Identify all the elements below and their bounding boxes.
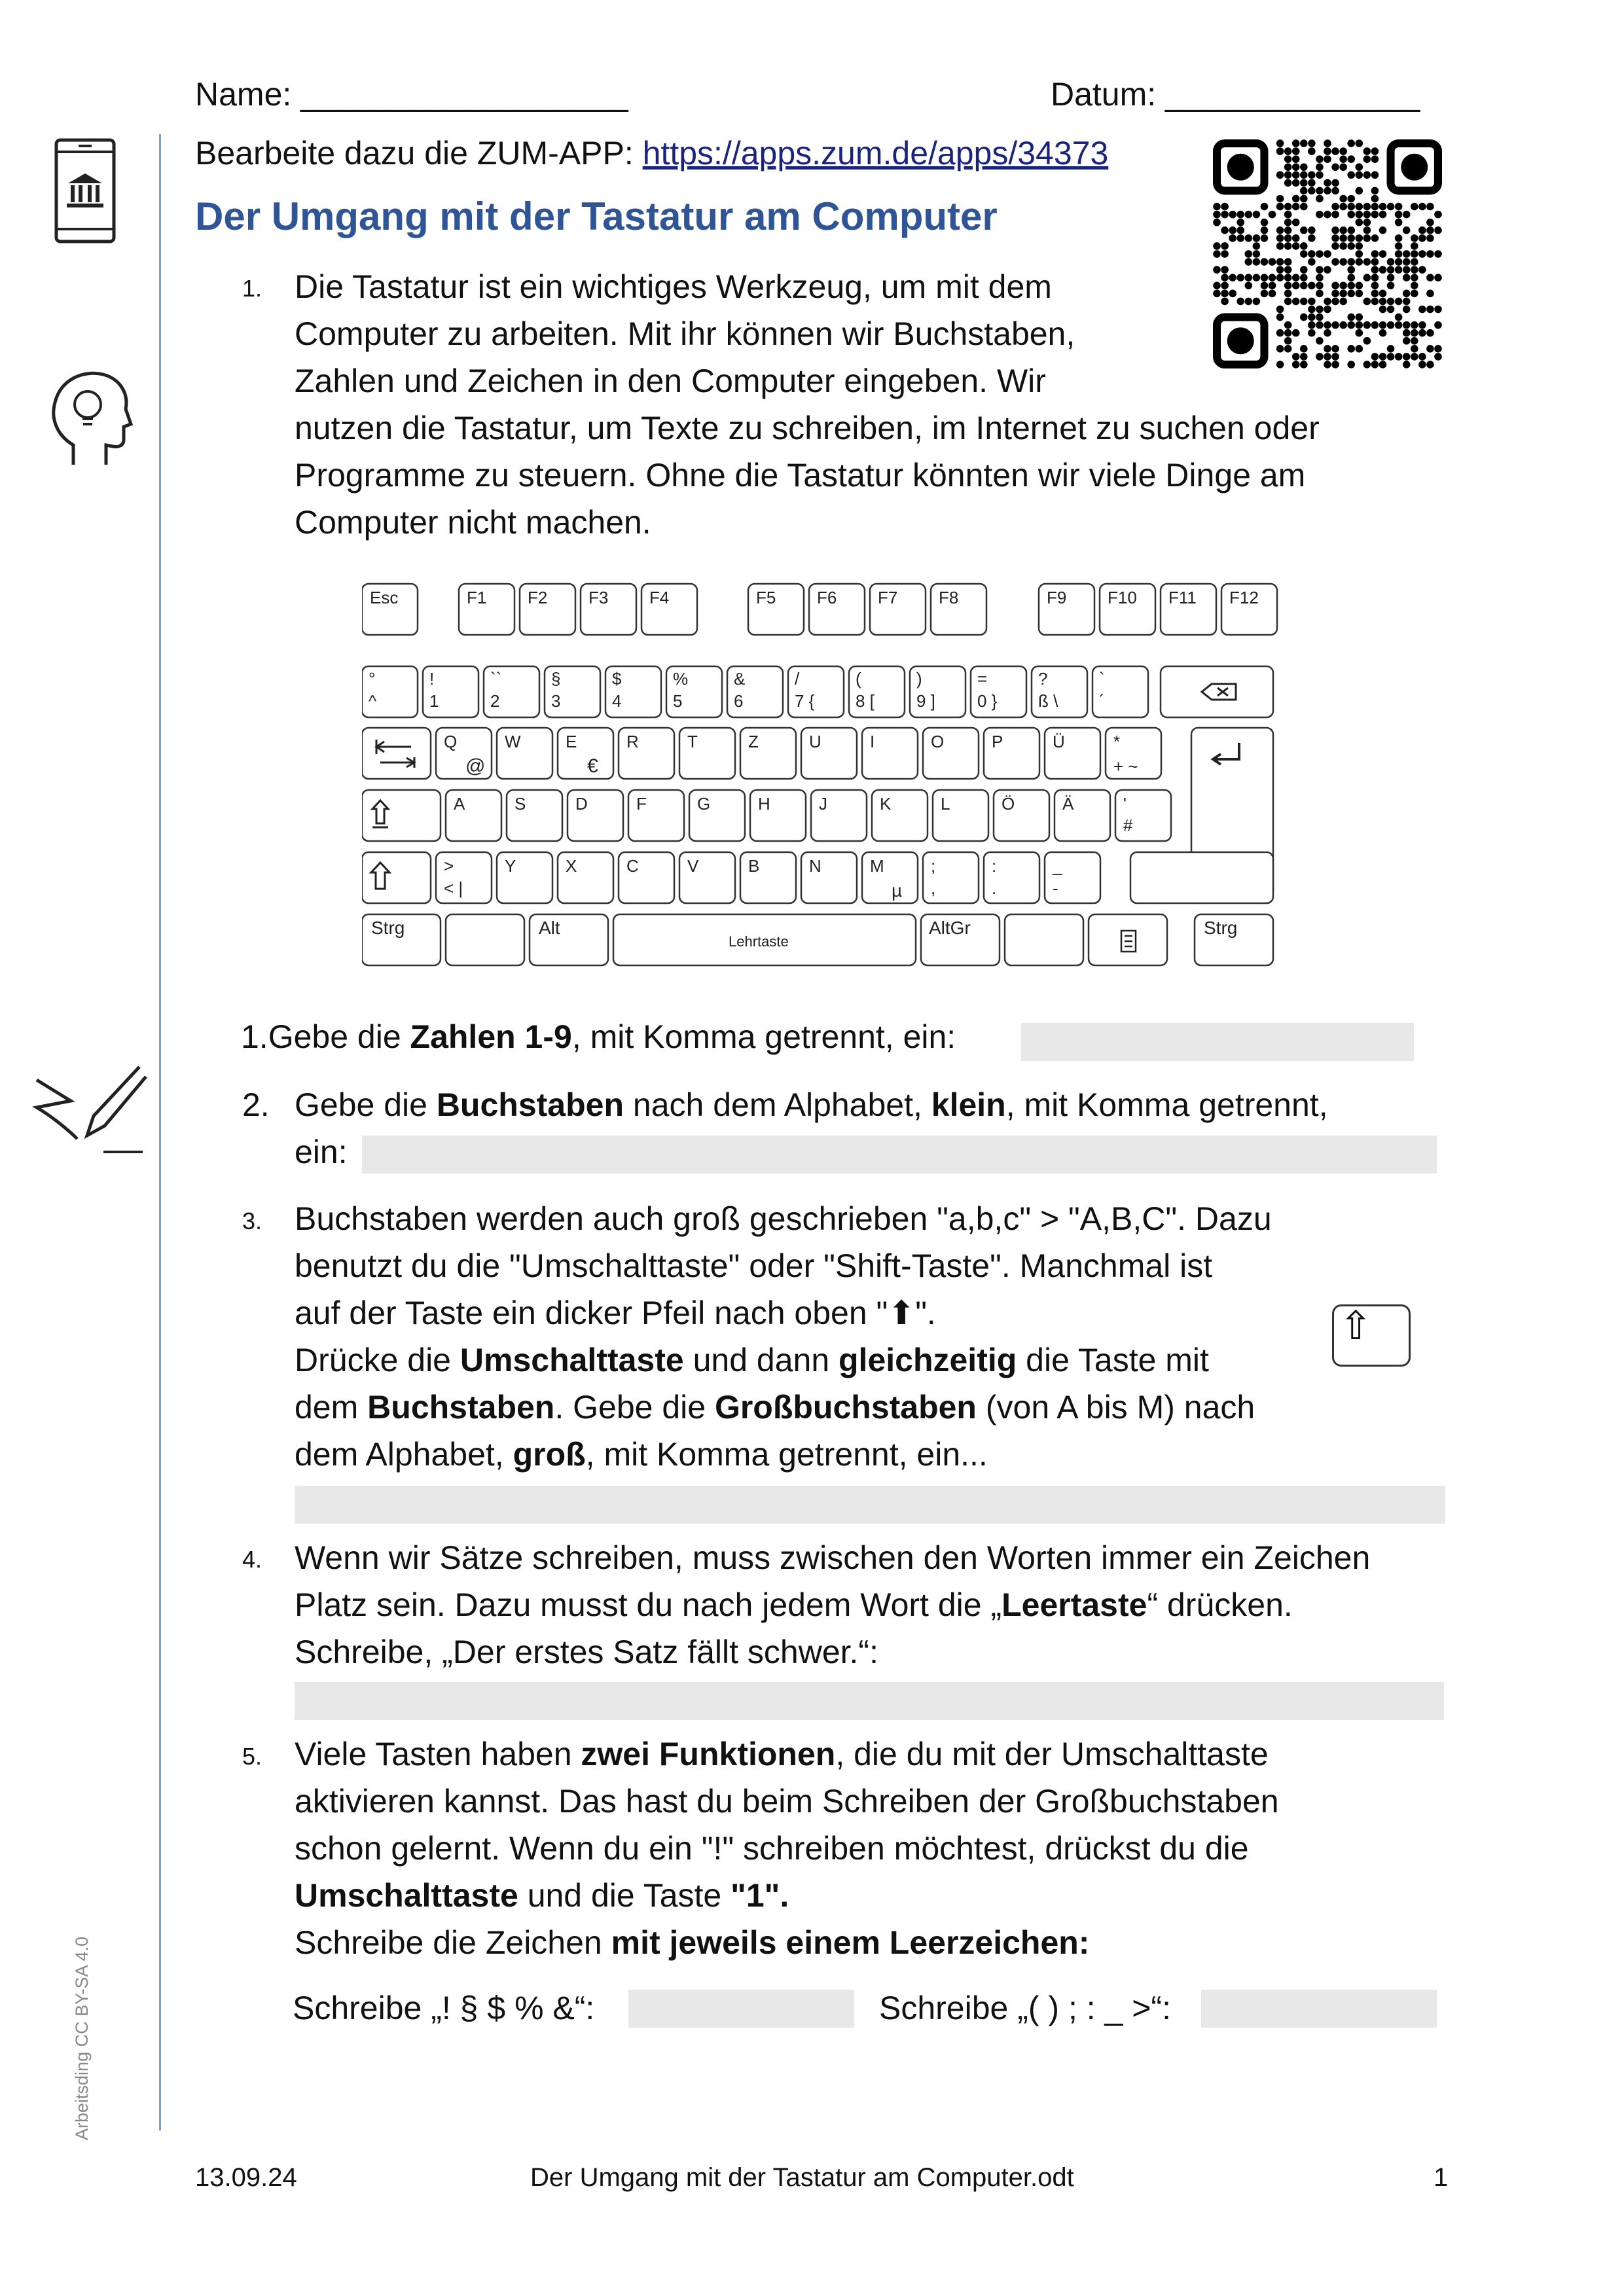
key-f4 — [641, 584, 697, 635]
key-number-row — [666, 666, 722, 717]
task-5-number: 5. — [242, 1743, 262, 1770]
smartphone-museum-icon — [54, 137, 119, 249]
key-punct — [984, 852, 1039, 903]
key-label: > — [444, 856, 454, 876]
key-label: µ — [892, 880, 903, 901]
key-letter — [568, 790, 623, 841]
key-letter — [933, 790, 988, 841]
answer-field-task-5a[interactable] — [628, 1990, 854, 2028]
key-number-row — [545, 666, 600, 717]
key-label: F2 — [528, 588, 548, 607]
key-label: % — [673, 669, 689, 689]
key-label: - — [1053, 878, 1058, 898]
footer-page-number: 1 — [1434, 2163, 1449, 2192]
key-label: 3 — [551, 691, 561, 711]
key-label: ? — [1038, 669, 1048, 689]
key-number-row — [727, 666, 783, 717]
answer-field-task-1[interactable] — [1021, 1023, 1414, 1061]
key-label: 9 ] — [916, 691, 935, 711]
task-1-number: 1. — [241, 1018, 268, 1055]
task-3-number: 3. — [242, 1208, 262, 1234]
key-label: ß \ — [1038, 691, 1058, 711]
key-label: `` — [490, 669, 502, 689]
key-letter — [862, 728, 918, 779]
key-number-row — [910, 666, 965, 717]
key-f7 — [870, 584, 926, 635]
intro-line: Computer nicht machen. — [295, 504, 651, 541]
key-letter — [497, 728, 552, 779]
date-field-label: Datum: ______________ — [1051, 76, 1420, 113]
key-label: @ — [465, 755, 486, 777]
key-space — [613, 914, 916, 965]
key-f8 — [931, 584, 986, 635]
write-prompt-1: Schreibe „! § $ % &“: — [293, 1990, 595, 2026]
key-letter — [811, 790, 867, 841]
key-number-row — [362, 666, 418, 717]
key-label: , — [931, 878, 936, 898]
key-label: = — [977, 669, 988, 689]
key-shift-right — [1130, 852, 1273, 903]
key-label: Lehrtaste — [729, 933, 789, 950]
key-tab — [362, 728, 431, 779]
key-label: : — [992, 856, 997, 876]
key-number-row — [1032, 666, 1087, 717]
key-letter — [923, 728, 979, 779]
key-label: F5 — [756, 588, 776, 607]
key-label: AltGr — [929, 918, 971, 938]
key-label: + ~ — [1113, 757, 1138, 776]
key-label: # — [1123, 816, 1133, 835]
key-label: 2 — [490, 691, 500, 711]
key-label: T — [687, 732, 698, 751]
key-label: J — [819, 794, 827, 814]
key-label: 1 — [429, 691, 439, 711]
keyboard-illustration — [362, 576, 1278, 972]
key-label: A — [454, 794, 465, 814]
key-label: F8 — [939, 588, 959, 607]
key-f10 — [1100, 584, 1155, 635]
key-letter — [679, 852, 735, 903]
write-prompt-2: Schreibe „( ) ; : _ >“: — [879, 1990, 1171, 2026]
key-label: ^ — [369, 691, 377, 711]
key-label: F11 — [1168, 588, 1197, 607]
key-letter — [628, 790, 684, 841]
key-number-row — [971, 666, 1026, 717]
key-letter — [1045, 728, 1100, 779]
key-windows — [446, 914, 524, 965]
key-letter — [740, 852, 796, 903]
key-letter — [1055, 790, 1110, 841]
key-letter — [507, 790, 562, 841]
key-punct — [1045, 852, 1100, 903]
app-link[interactable]: https://apps.zum.de/apps/34373 — [642, 135, 1109, 171]
key-plus — [1106, 728, 1161, 779]
task-2: Gebe die Buchstaben nach dem Alphabet, klein, mit Komma getrennt, ein: — [295, 1086, 1328, 1170]
app-line — [195, 130, 1108, 177]
key-label: ' — [1123, 794, 1127, 814]
key-label: R — [626, 732, 639, 751]
key-letter — [497, 852, 552, 903]
key-label: . — [992, 878, 997, 898]
key-label: $ — [612, 669, 622, 689]
key-label: 8 [ — [856, 691, 875, 711]
task-2-number: 2. — [242, 1086, 270, 1123]
intro-number: 1. — [242, 275, 262, 302]
pen-writing-icon — [31, 1060, 149, 1162]
key-backspace — [1161, 666, 1273, 717]
key-number-row — [423, 666, 478, 717]
key-label: 0 } — [977, 691, 998, 711]
key-label: M — [870, 856, 884, 876]
key-number-row — [484, 666, 539, 717]
key-label: ° — [369, 669, 376, 689]
key-label: Ä — [1062, 794, 1074, 814]
key-label: € — [587, 755, 598, 777]
key-shift-left — [362, 852, 431, 903]
footer-date: 13.09.24 — [195, 2163, 297, 2192]
key-letter — [558, 728, 613, 779]
key-label: Z — [748, 732, 759, 751]
key-label: Esc — [370, 588, 399, 607]
key-letter — [801, 852, 857, 903]
license-note: Arbeitsding CC BY-SA 4.0 — [72, 1936, 92, 2140]
margin-divider — [159, 134, 161, 2130]
key-altgr — [921, 914, 1000, 965]
key-caps-lock — [362, 790, 441, 841]
key-letter — [619, 728, 674, 779]
key-letter — [689, 790, 745, 841]
key-label: F10 — [1108, 588, 1137, 607]
page-title: Der Umgang mit der Tastatur am Computer — [195, 194, 998, 238]
key-ctrl-left — [362, 914, 441, 965]
key-letter — [750, 790, 806, 841]
key-label: ` — [1099, 669, 1105, 689]
key-number-row — [788, 666, 844, 717]
key-windows-right — [1005, 914, 1083, 965]
key-label: L — [941, 794, 950, 814]
key-label: Strg — [371, 918, 405, 938]
key-number-row — [1092, 666, 1148, 717]
key-label: 4 — [612, 691, 622, 711]
answer-field-task-4[interactable] — [295, 1682, 1444, 1720]
key-label: ! — [429, 669, 435, 689]
key-number-row — [849, 666, 905, 717]
key-hash — [1115, 790, 1171, 841]
key-label: S — [514, 794, 526, 814]
answer-field-task-5b[interactable] — [1201, 1990, 1437, 2028]
answer-field-task-3[interactable] — [295, 1486, 1445, 1524]
key-f1 — [459, 584, 514, 635]
key-angle — [436, 852, 492, 903]
key-f6 — [809, 584, 865, 635]
app-line-prefix: Bearbeite dazu die ZUM-APP: — [195, 135, 643, 171]
footer-filename: Der Umgang mit der Tastatur am Computer.odt — [530, 2163, 1074, 2192]
key-label: F9 — [1047, 588, 1067, 607]
key-label: O — [931, 732, 945, 751]
key-label: Q — [444, 732, 458, 751]
key-label: C — [626, 856, 639, 876]
key-esc — [362, 584, 418, 635]
intro-line: Programme zu steuern. Ohne die Tastatur könnten wir viele Dinge am — [295, 457, 1306, 493]
key-f2 — [520, 584, 575, 635]
key-label: B — [748, 856, 760, 876]
key-label: F7 — [878, 588, 898, 607]
key-label: Strg — [1204, 918, 1238, 938]
key-letter — [801, 728, 857, 779]
key-number-row — [605, 666, 661, 717]
key-label: Ö — [1001, 794, 1015, 814]
key-label: ; — [931, 856, 936, 876]
key-letter — [679, 728, 735, 779]
key-label: E — [566, 732, 577, 751]
intro-line: Computer zu arbeiten. Mit ihr können wir Buchstaben, — [295, 315, 1075, 352]
key-label: ) — [916, 669, 922, 689]
key-label: Ü — [1053, 732, 1065, 751]
key-label: Y — [505, 856, 516, 876]
key-label: F4 — [649, 588, 670, 607]
key-label: K — [880, 794, 892, 814]
key-f3 — [581, 584, 636, 635]
name-field-label: Name: __________________ — [195, 76, 628, 113]
key-label: P — [992, 732, 1003, 751]
key-label: V — [687, 856, 699, 876]
key-letter — [872, 790, 928, 841]
key-label: W — [505, 732, 521, 751]
key-label: F3 — [588, 588, 609, 607]
task-5: Viele Tasten haben zwei Funktionen, die du mit der Umschalttaste aktivieren kannst. Das hast du beim Schreiben der Großbuchstaben schon gelernt. Wenn du ein "!" schreiben möchtest, drückst du die Umschalttaste und die Taste "1". Schreibe die Zeichen mit jeweils einem Leerzeichen: — [295, 1736, 1279, 1961]
key-label: Alt — [539, 918, 560, 938]
answer-field-task-2[interactable] — [362, 1136, 1437, 1174]
intro-line: Die Tastatur ist ein wichtiges Werkzeug, um mit dem — [295, 268, 1052, 305]
key-letter — [994, 790, 1049, 841]
key-label: ( — [856, 669, 861, 689]
intro-line: Zahlen und Zeichen in den Computer eingeben. Wir — [295, 363, 1046, 399]
key-label: I — [870, 732, 875, 751]
key-ctrl-right — [1195, 914, 1273, 965]
task-1: 1.Gebe die Zahlen 1-9, mit Komma getrennt, ein: — [241, 1018, 956, 1055]
key-label: F — [636, 794, 647, 814]
key-label: < | — [444, 878, 463, 898]
key-label: & — [734, 669, 746, 689]
key-label: § — [551, 669, 561, 689]
task-4-number: 4. — [242, 1546, 262, 1573]
key-label: 6 — [734, 691, 744, 711]
key-letter — [558, 852, 613, 903]
head-lightbulb-icon — [47, 367, 135, 471]
key-letter — [740, 728, 796, 779]
key-letter — [984, 728, 1039, 779]
key-label: F6 — [817, 588, 837, 607]
task-4: Wenn wir Sätze schreiben, muss zwischen den Worten immer ein Zeichen Platz sein. Dazu musst du nach jedem Wort die „Leertaste“ drücken. Schreibe, „Der erstes Satz fällt schwer.“: — [295, 1539, 1371, 1670]
key-f12 — [1221, 584, 1277, 635]
key-f11 — [1161, 584, 1216, 635]
key-label: 7 { — [795, 691, 815, 711]
key-alt — [530, 914, 608, 965]
key-label: 5 — [673, 691, 683, 711]
intro-text — [295, 263, 1320, 546]
key-label: ´ — [1099, 691, 1105, 711]
key-label: U — [809, 732, 821, 751]
key-punct — [923, 852, 979, 903]
key-label: D — [575, 794, 588, 814]
shift-key-icon: ⇧ — [1332, 1304, 1411, 1367]
key-letter — [862, 852, 918, 903]
key-letter — [619, 852, 674, 903]
key-menu — [1089, 914, 1167, 965]
task-3: Buchstaben werden auch groß geschrieben "a,b,c" > "A,B,C". Dazu benutzt du die "Umschalttaste" oder "Shift-Taste". Manchmal ist auf der Taste ein dicker Pfeil nach oben "⬆". Drücke die Umschalttaste und dann gleichzeitig die Taste mit dem Buchstaben. Gebe die Großbuchstaben (von A bis M) nach dem Alphabet, groß, mit Komma getrennt, ein... — [295, 1200, 1272, 1473]
key-label: / — [795, 669, 800, 689]
intro-line: nutzen die Tastatur, um Texte zu schreiben, im Internet zu suchen oder — [295, 410, 1320, 446]
up-arrow-icon: ⬆ — [888, 1295, 916, 1331]
key-letter — [446, 790, 501, 841]
key-label: * — [1113, 732, 1121, 751]
key-label: _ — [1053, 856, 1062, 876]
key-label: F12 — [1229, 588, 1259, 607]
key-letter — [436, 728, 492, 779]
key-label: X — [566, 856, 577, 876]
key-label: F1 — [467, 588, 487, 607]
key-label: H — [758, 794, 770, 814]
key-f5 — [748, 584, 804, 635]
key-label: G — [697, 794, 711, 814]
key-label: N — [809, 856, 821, 876]
key-f9 — [1039, 584, 1094, 635]
